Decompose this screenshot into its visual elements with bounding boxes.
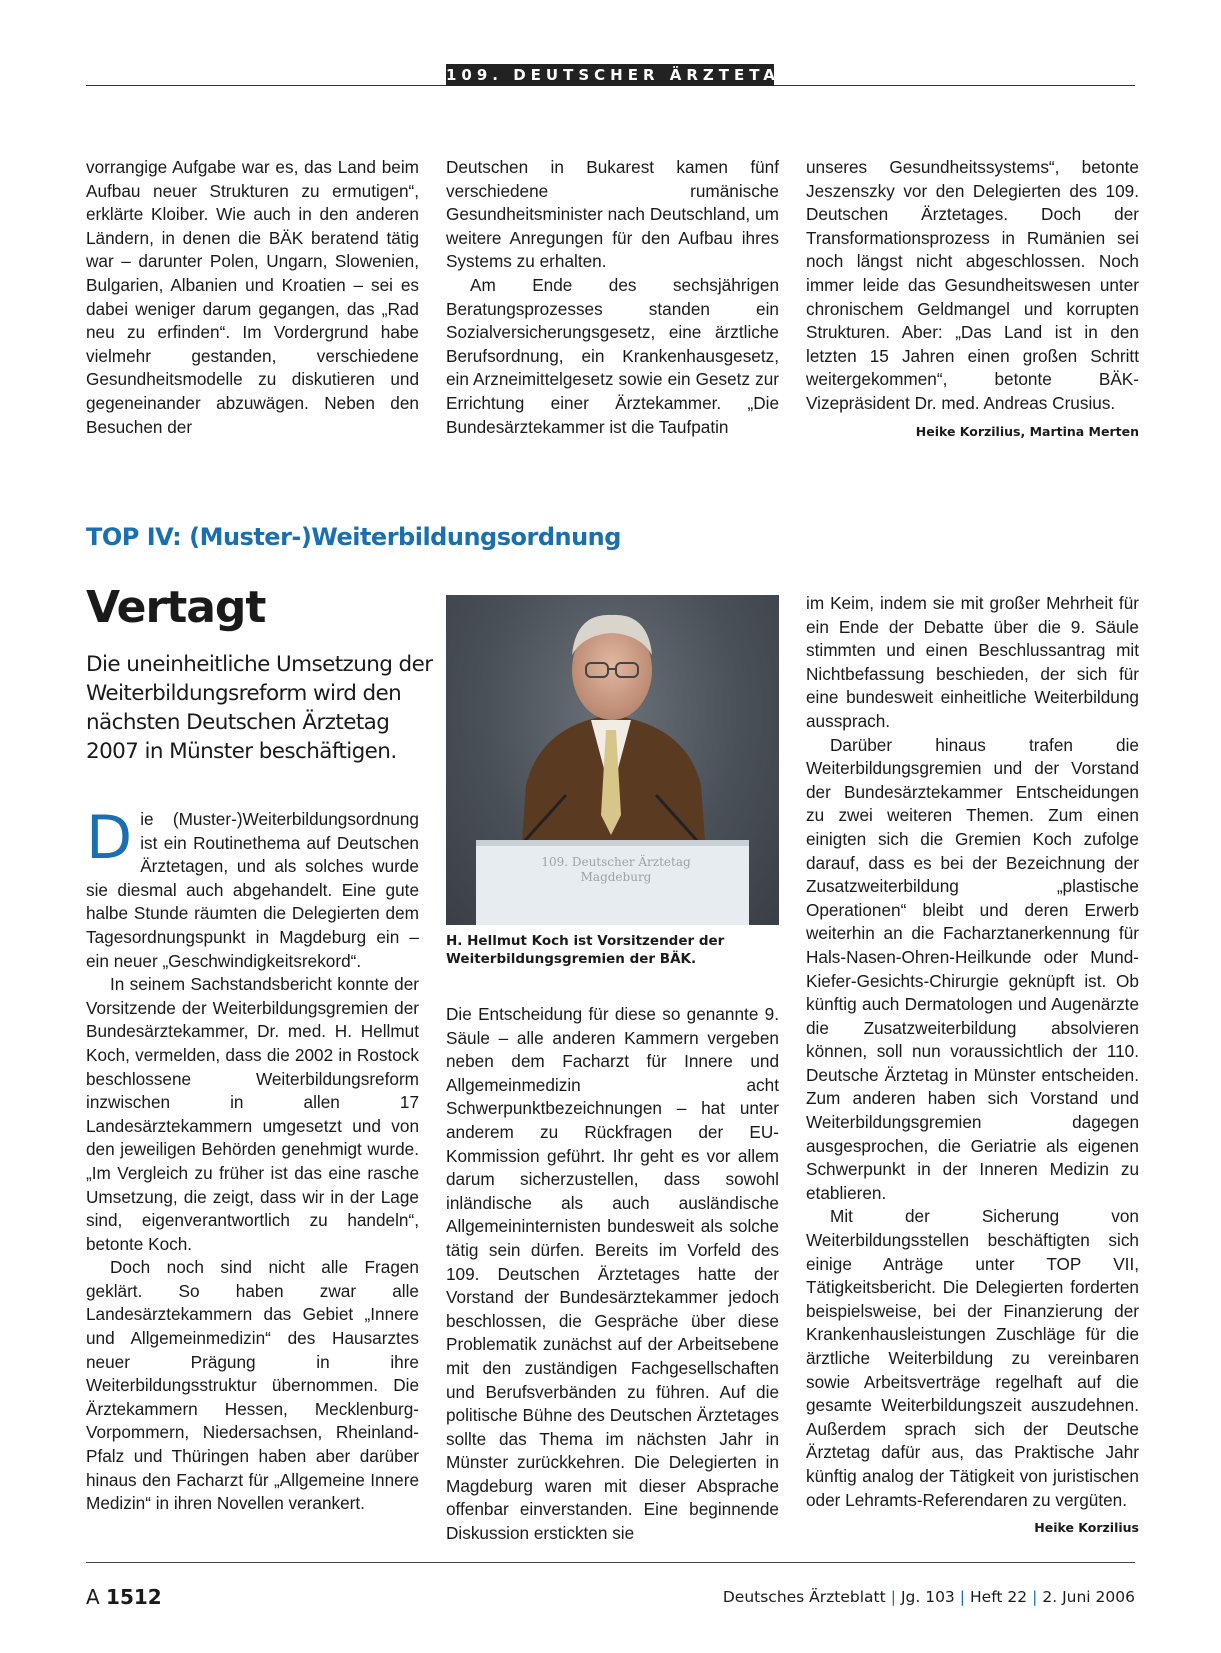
- teaser: Die uneinheitliche Umsetzung der Weiterbildungsreform wird den nächsten Deutschen Ärztetag 2007 in Münster beschäftigen.: [86, 652, 433, 764]
- section-title: TOP IV: (Muster-)Weiterbildungsordnung: [86, 523, 621, 551]
- footer-rule: [86, 1562, 1135, 1563]
- journal-info: [723, 1588, 1135, 1606]
- byline: Heike Korzilius, Martina Merten: [915, 423, 1139, 439]
- separator: |: [1032, 1588, 1038, 1606]
- page-prefix: A: [86, 1585, 100, 1609]
- section-header-label: 109. DEUTSCHER ÄRZTETAG: [446, 66, 798, 84]
- paragraph: Die Entscheidung für diese so genannte 9. Säule – alle anderen Kammern vergeben neben dem Facharzt für Innere und Allgemeinmedizin acht Schwerpunktbezeichnungen – hat unter anderem zu Rückfragen der EU-Kommission geführt. Ihr geht es vor allem darum sicherzustellen, dass sowohl inländische als auch ausländische Allgemeininternisten bundesweit als solche tätig sein dürfen. Bereits im Vorfeld des 109. Deutschen Ärztetages hatte der Vorstand der Bundesärztekammer jedoch beschlossen, die Gespräche über diese Problematik zunächst auf der Arbeitsebene mit den zuständigen Fachgesellschaften und Berufsverbänden zu führen. Auf die politische Bühne des Deutschen Ärztetages sollte das Thema im nächsten Jahr in Münster zurückkehren. Die Delegierten in Magdeburg waren mit dieser Absprache offenbar einverstanden. Eine beginnende Diskussion erstickten sie: [446, 1004, 779, 1544]
- paragraph: im Keim, indem sie mit großer Mehrheit für ein Ende der Debatte über die 9. Säule stimmten und einen Beschlussantrag mit Nichtbefassung beschieden, der sich für eine bundesweit einheitliche Weiterbildung aussprach.: [806, 593, 1139, 731]
- paragraph-text: unseres Gesundheitssystems“, betonte Jeszenszky vor den Delegierten des 109. Deutschen Ärztetages. Doch der Transformationsprozess in Rumänien sei noch längst nicht abgeschlossen. Noch immer leide das Gesundheitswesen unter chronischem Geldmangel und korrupten Strukturen. Aber: „Das Land ist in den letzten 15 Jahren einen großen Schritt weitergekommen“, betonte BÄK-Vizepräsident Dr. med. Andreas Crusius.: [806, 157, 1139, 413]
- main-article-column-3: [806, 592, 1139, 1540]
- journal-date: 2. Juni 2006: [1042, 1588, 1135, 1606]
- speaker-photo: [446, 595, 779, 925]
- main-article-column-2: [446, 1003, 779, 1546]
- drop-cap: D: [86, 803, 133, 873]
- paragraph: Doch noch sind nicht alle Fragen geklärt. So haben zwar alle Landesärztekammern das Gebiet „Innere und Allgemeinmedizin“ des Hausarztes neuer Prägung in ihre Weiterbildungsstruktur übernommen. Die Ärztekammern Hessen, Mecklenburg-Vorpommern, Niedersachsen, Rheinland-Pfalz und Thüringen haben aber darüber hinaus den Facharzt für „Allgemeine Innere Medizin“ in ihren Novellen verankert.: [86, 1257, 419, 1514]
- paragraph: Am Ende des sechsjährigen Beratungsprozesses standen ein Sozialversicherungsgesetz, eine ärztliche Berufsordnung, ein Krankenhausgesetz, ein Arzneimittelgesetz sowie ein Gesetz zur Errichtung einer Ärztekammer. „Die Bundesärztekammer ist die Taufpatin: [446, 274, 779, 437]
- paragraph: vorrangige Aufgabe war es, das Land beim Aufbau neuer Strukturen zu ermutigen“, erklärte Kloiber. Wie auch in den anderen Ländern, in denen die BÄK beratend tätig war – darunter Polen, Ungarn, Slowenien, Bulgarien, Albanien und Kroatien – sei es dabei weniger darum gegangen, das „Rad neu zu erfinden“. Im Vordergrund habe vielmehr gestanden, verschiedene Gesundheitsmodelle zu diskutieren und gegeneinander abzuwägen. Neben den Besuchen der: [86, 157, 419, 437]
- page-number: [86, 1585, 162, 1609]
- byline: Heike Korzilius: [1034, 1520, 1139, 1536]
- paragraph: [806, 156, 1139, 439]
- paragraph: Deutschen in Bukarest kamen fünf verschiedene rumänische Gesundheitsminister nach Deutschland, um weitere Anregungen für den Aufbau ihres Systems zu erhalten.: [446, 157, 779, 272]
- headline: Vertagt: [86, 582, 266, 633]
- top-article-column-3: [806, 156, 1139, 443]
- page-number-value: 1512: [106, 1585, 162, 1609]
- paragraph: In seinem Sachstandsbericht konnte der Vorsitzende der Weiterbildungsgremien der Bundesärztekammer, Dr. med. H. Hellmut Koch, vermelden, dass die 2002 in Rostock beschlossene Weiterbildungsreform inzwischen in allen 17 Landesärztekammern umgesetzt und von den jeweiligen Behörden genehmigt wurde. „Im Vergleich zu früher ist das eine rasche Umsetzung, die zeigt, dass wir in der Lage sind, eigenverantwortlich zu handeln“, betonte Koch.: [86, 974, 419, 1254]
- paragraph-text: ie (Muster-)Weiterbildungsordnung ist ein Routinethema auf Deutschen Ärztetagen, und als solches wurde sie diesmal auch abgehandelt. Eine gute halbe Stunde räumten die Delegierten dem Tagesordnungspunkt in Magdeburg ein – ein neuer „Geschwindigkeitsrekord“.: [86, 809, 419, 971]
- journal-name: Deutsches Ärzteblatt: [722, 1588, 886, 1606]
- paragraph: Darüber hinaus trafen die Weiterbildungsgremien und der Vorstand der Bundesärztekammer Entscheidungen zu zwei weiteren Themen. Zum einen einigten sich die Gremien Koch zufolge darauf, dass es bei der Bezeichnung der Zusatzweiterbildung „plastische Operationen“ bleibt und deren Erwerb weiterhin an die Facharztanerkennung für Hals-Nasen-Ohren-Heilkunde oder Mund-Kiefer-Gesichts-Chirurgie geknüpft ist. Ob künftig auch Dermatologen und Augenärzte die Zusatzweiterbildung absolvieren können, soll nun voraussichtlich der 110. Deutsche Ärztetag in Münster entscheiden. Zum anderen haben sich Vorstand und Weiterbildungsgremien dagegen ausgesprochen, die Geriatrie als eigenen Schwerpunkt in der Inneren Medizin zu etablieren.: [806, 734, 1139, 1203]
- paragraph: [806, 1205, 1139, 1536]
- podium-text: 109. Deutscher Ärztetag Magdeburg: [541, 855, 691, 884]
- separator: |: [890, 1588, 896, 1606]
- journal-volume: Jg. 103: [900, 1588, 955, 1606]
- top-article-column-1: [86, 156, 419, 439]
- photo-caption: H. Hellmut Koch ist Vorsitzender der Weiterbildungsgremien der BÄK.: [446, 933, 725, 967]
- paragraph-text: Mit der Sicherung von Weiterbildungsstellen beschäftigten sich einige Anträge unter TOP VII, Tätigkeitsbericht. Die Delegierten forderten beispielsweise, bei der Finanzierung der Krankenhausleistungen Zuschläge für die ärztliche Weiterbildung zu vereinbaren sowie Arbeitsverträge regelhaft auf die gesamte Weiterbildungszeit auszudehnen. Außerdem sprach sich der Deutsche Ärztetag dafür aus, das Praktische Jahr künftig analog der Tätigkeit von juristischen oder Lehramts-Referendaren zu vergüten.: [806, 1206, 1139, 1510]
- separator: |: [959, 1588, 966, 1606]
- paragraph: [86, 803, 419, 973]
- journal-issue: Heft 22: [970, 1588, 1028, 1606]
- top-article-column-2: [446, 156, 779, 439]
- main-article-column-1: [86, 803, 419, 1516]
